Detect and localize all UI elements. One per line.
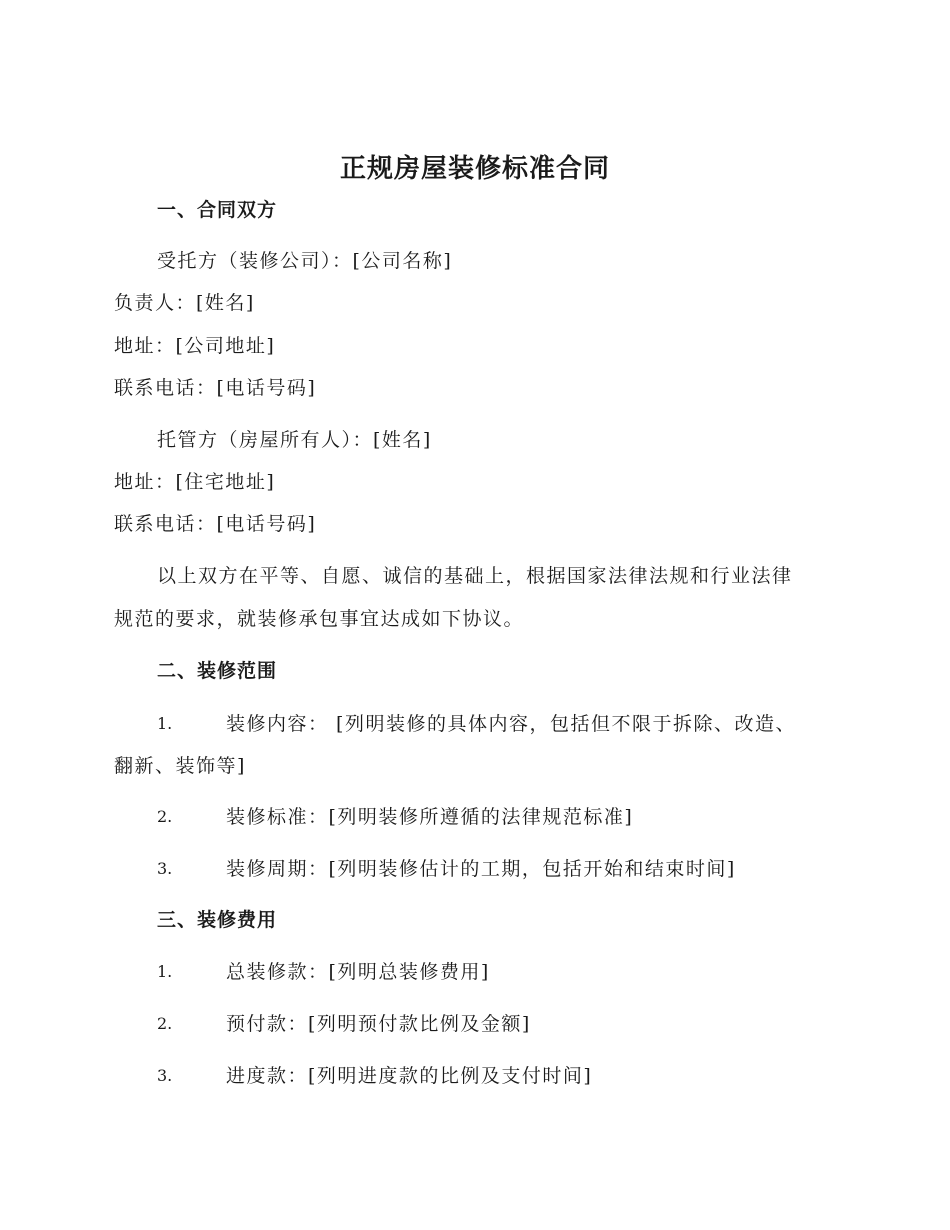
list-item: 装修标准：[列明装修所遵循的法律规范标准] bbox=[226, 806, 634, 828]
contractor-address: 地址：[公司地址] bbox=[114, 335, 276, 357]
list-item: 装修内容： [列明装修的具体内容，包括但不限于拆除、改造、 bbox=[226, 713, 796, 735]
list-item-number: 2. bbox=[157, 807, 173, 826]
list-item-number: 1. bbox=[157, 714, 173, 733]
owner-address: 地址：[住宅地址] bbox=[114, 471, 276, 493]
contractor-line: 受托方（装修公司）：[公司名称] bbox=[157, 250, 453, 272]
section-heading-parties: 一、合同双方 bbox=[157, 199, 278, 221]
list-item-continuation: 翻新、装饰等] bbox=[114, 755, 246, 777]
list-item-number: 3. bbox=[157, 1066, 173, 1085]
section-heading-scope: 二、装修范围 bbox=[157, 660, 278, 682]
list-item-number: 3. bbox=[157, 859, 173, 878]
contractor-phone: 联系电话：[电话号码] bbox=[114, 377, 317, 399]
agreement-paragraph-line1: 以上双方在平等、自愿、诚信的基础上，根据国家法律法规和行业法律 bbox=[157, 565, 793, 587]
list-item: 总装修款：[列明总装修费用] bbox=[226, 961, 490, 983]
list-item-number: 2. bbox=[157, 1014, 173, 1033]
owner-line: 托管方（房屋所有人）：[姓名] bbox=[157, 429, 432, 451]
agreement-paragraph-line2: 规范的要求，就装修承包事宜达成如下协议。 bbox=[114, 608, 525, 630]
list-item-number: 1. bbox=[157, 962, 173, 981]
document-title: 正规房屋装修标准合同 bbox=[339, 154, 610, 184]
contractor-person: 负责人：[姓名] bbox=[114, 292, 255, 314]
list-item: 进度款：[列明进度款的比例及支付时间] bbox=[226, 1065, 593, 1087]
list-item: 装修周期：[列明装修估计的工期，包括开始和结束时间] bbox=[226, 858, 736, 880]
section-heading-fees: 三、装修费用 bbox=[157, 909, 278, 931]
list-item: 预付款：[列明预付款比例及金额] bbox=[226, 1013, 531, 1035]
owner-phone: 联系电话：[电话号码] bbox=[114, 513, 317, 535]
